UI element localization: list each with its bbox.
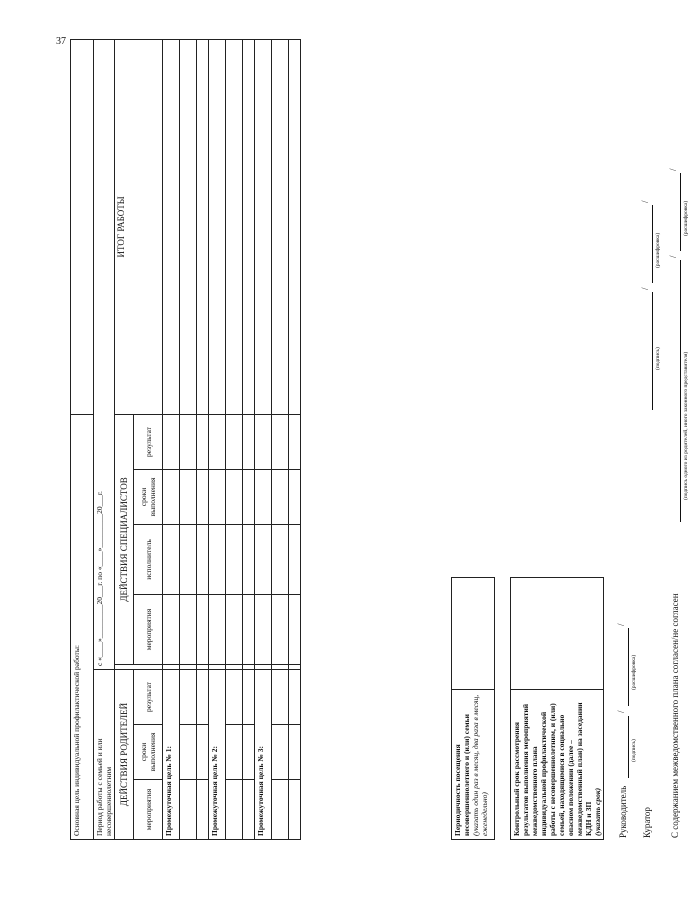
col-deadlines-spec: сроки выполнения: [134, 470, 163, 525]
col-deadlines-parents: сроки выполнения: [134, 725, 163, 780]
page-number: 37: [56, 36, 66, 47]
curator-decoding-caption: (расшифровка): [655, 232, 661, 268]
goal2-label: Промежуточная цель № 2:: [209, 670, 226, 840]
plan-sheet: [70, 40, 689, 840]
curator-signature-caption: (подпись): [655, 347, 661, 370]
main-goal-cell: [71, 39, 94, 414]
main-goal-label: Основная цель индивидуальной профилактической работы:: [71, 414, 94, 839]
result-header: ИТОГ РАБОТЫ: [115, 39, 163, 414]
parent-slash-2: /: [668, 168, 678, 171]
head-decoding-line: [628, 628, 629, 706]
goal1-label: Промежуточная цель № 1:: [163, 670, 180, 840]
visit-frequency-box: [451, 577, 495, 840]
control-deadline-box: [510, 577, 604, 840]
curator-slash-2: /: [640, 200, 650, 203]
period-value: с «____»_________20___г. по «____»_________20___г.: [94, 39, 115, 669]
period-label: Период работы с семьей и или несовершеннолетним: [94, 670, 115, 840]
col-result-spec: результат: [134, 414, 163, 469]
goal3-label: Промежуточная цель № 3:: [255, 670, 272, 840]
visit-frequency-hint: (указать один раз в месяц, два раза в месяц, еженедельно): [471, 694, 489, 836]
parent-decoding-line: [680, 173, 681, 251]
col-result-parents: результат: [134, 670, 163, 725]
head-slash-2: /: [616, 623, 626, 626]
parents-header: ДЕЙСТВИЯ РОДИТЕЛЕЙ: [115, 670, 134, 840]
head-decoding-caption: (расшифровка): [631, 654, 637, 690]
col-measures-parents: мероприятия: [134, 780, 163, 840]
head-signature-caption: (подпись): [631, 739, 637, 762]
visit-frequency-value: [452, 578, 495, 690]
plan-table: [70, 39, 301, 840]
parent-signature-line: [680, 260, 681, 522]
control-deadline-hint: (указать срок): [593, 787, 602, 836]
consent-label: С содержанием межведомственного плана согласен/не согласен: [670, 593, 680, 838]
curator-signature-line: [652, 292, 653, 410]
curator-label: Куратор: [642, 807, 652, 838]
parent-slash-1: /: [668, 255, 678, 258]
col-executor-spec: исполнитель: [134, 525, 163, 595]
control-deadline-value: [511, 578, 604, 690]
head-signature-line: [628, 716, 629, 778]
specialists-header: ДЕЙСТВИЯ СПЕЦИАЛИСТОВ: [115, 414, 134, 664]
parent-signature-caption: (подпись одного из родителей, иного законного представителя): [683, 351, 689, 500]
visit-frequency-title: Периодичность посещения несовершеннолетнего и (или) семьи: [453, 714, 471, 836]
head-label: Руководитель: [618, 785, 628, 838]
parent-decoding-caption: (расшифровка): [683, 200, 689, 236]
col-measures-spec: мероприятия: [134, 595, 163, 665]
head-slash-1: /: [616, 710, 626, 713]
control-deadline-text: Контрольный срок рассмотрения результатов выполнения мероприятий межведомственного плана индивидуальной профилактической работы с несовершеннолетним, и (или) семьей, находящимися в социально опасном положении (далее – межведомственный план) на заседании КДН и ЗП: [512, 702, 593, 836]
curator-decoding-line: [652, 205, 653, 283]
curator-slash-1: /: [640, 287, 650, 290]
